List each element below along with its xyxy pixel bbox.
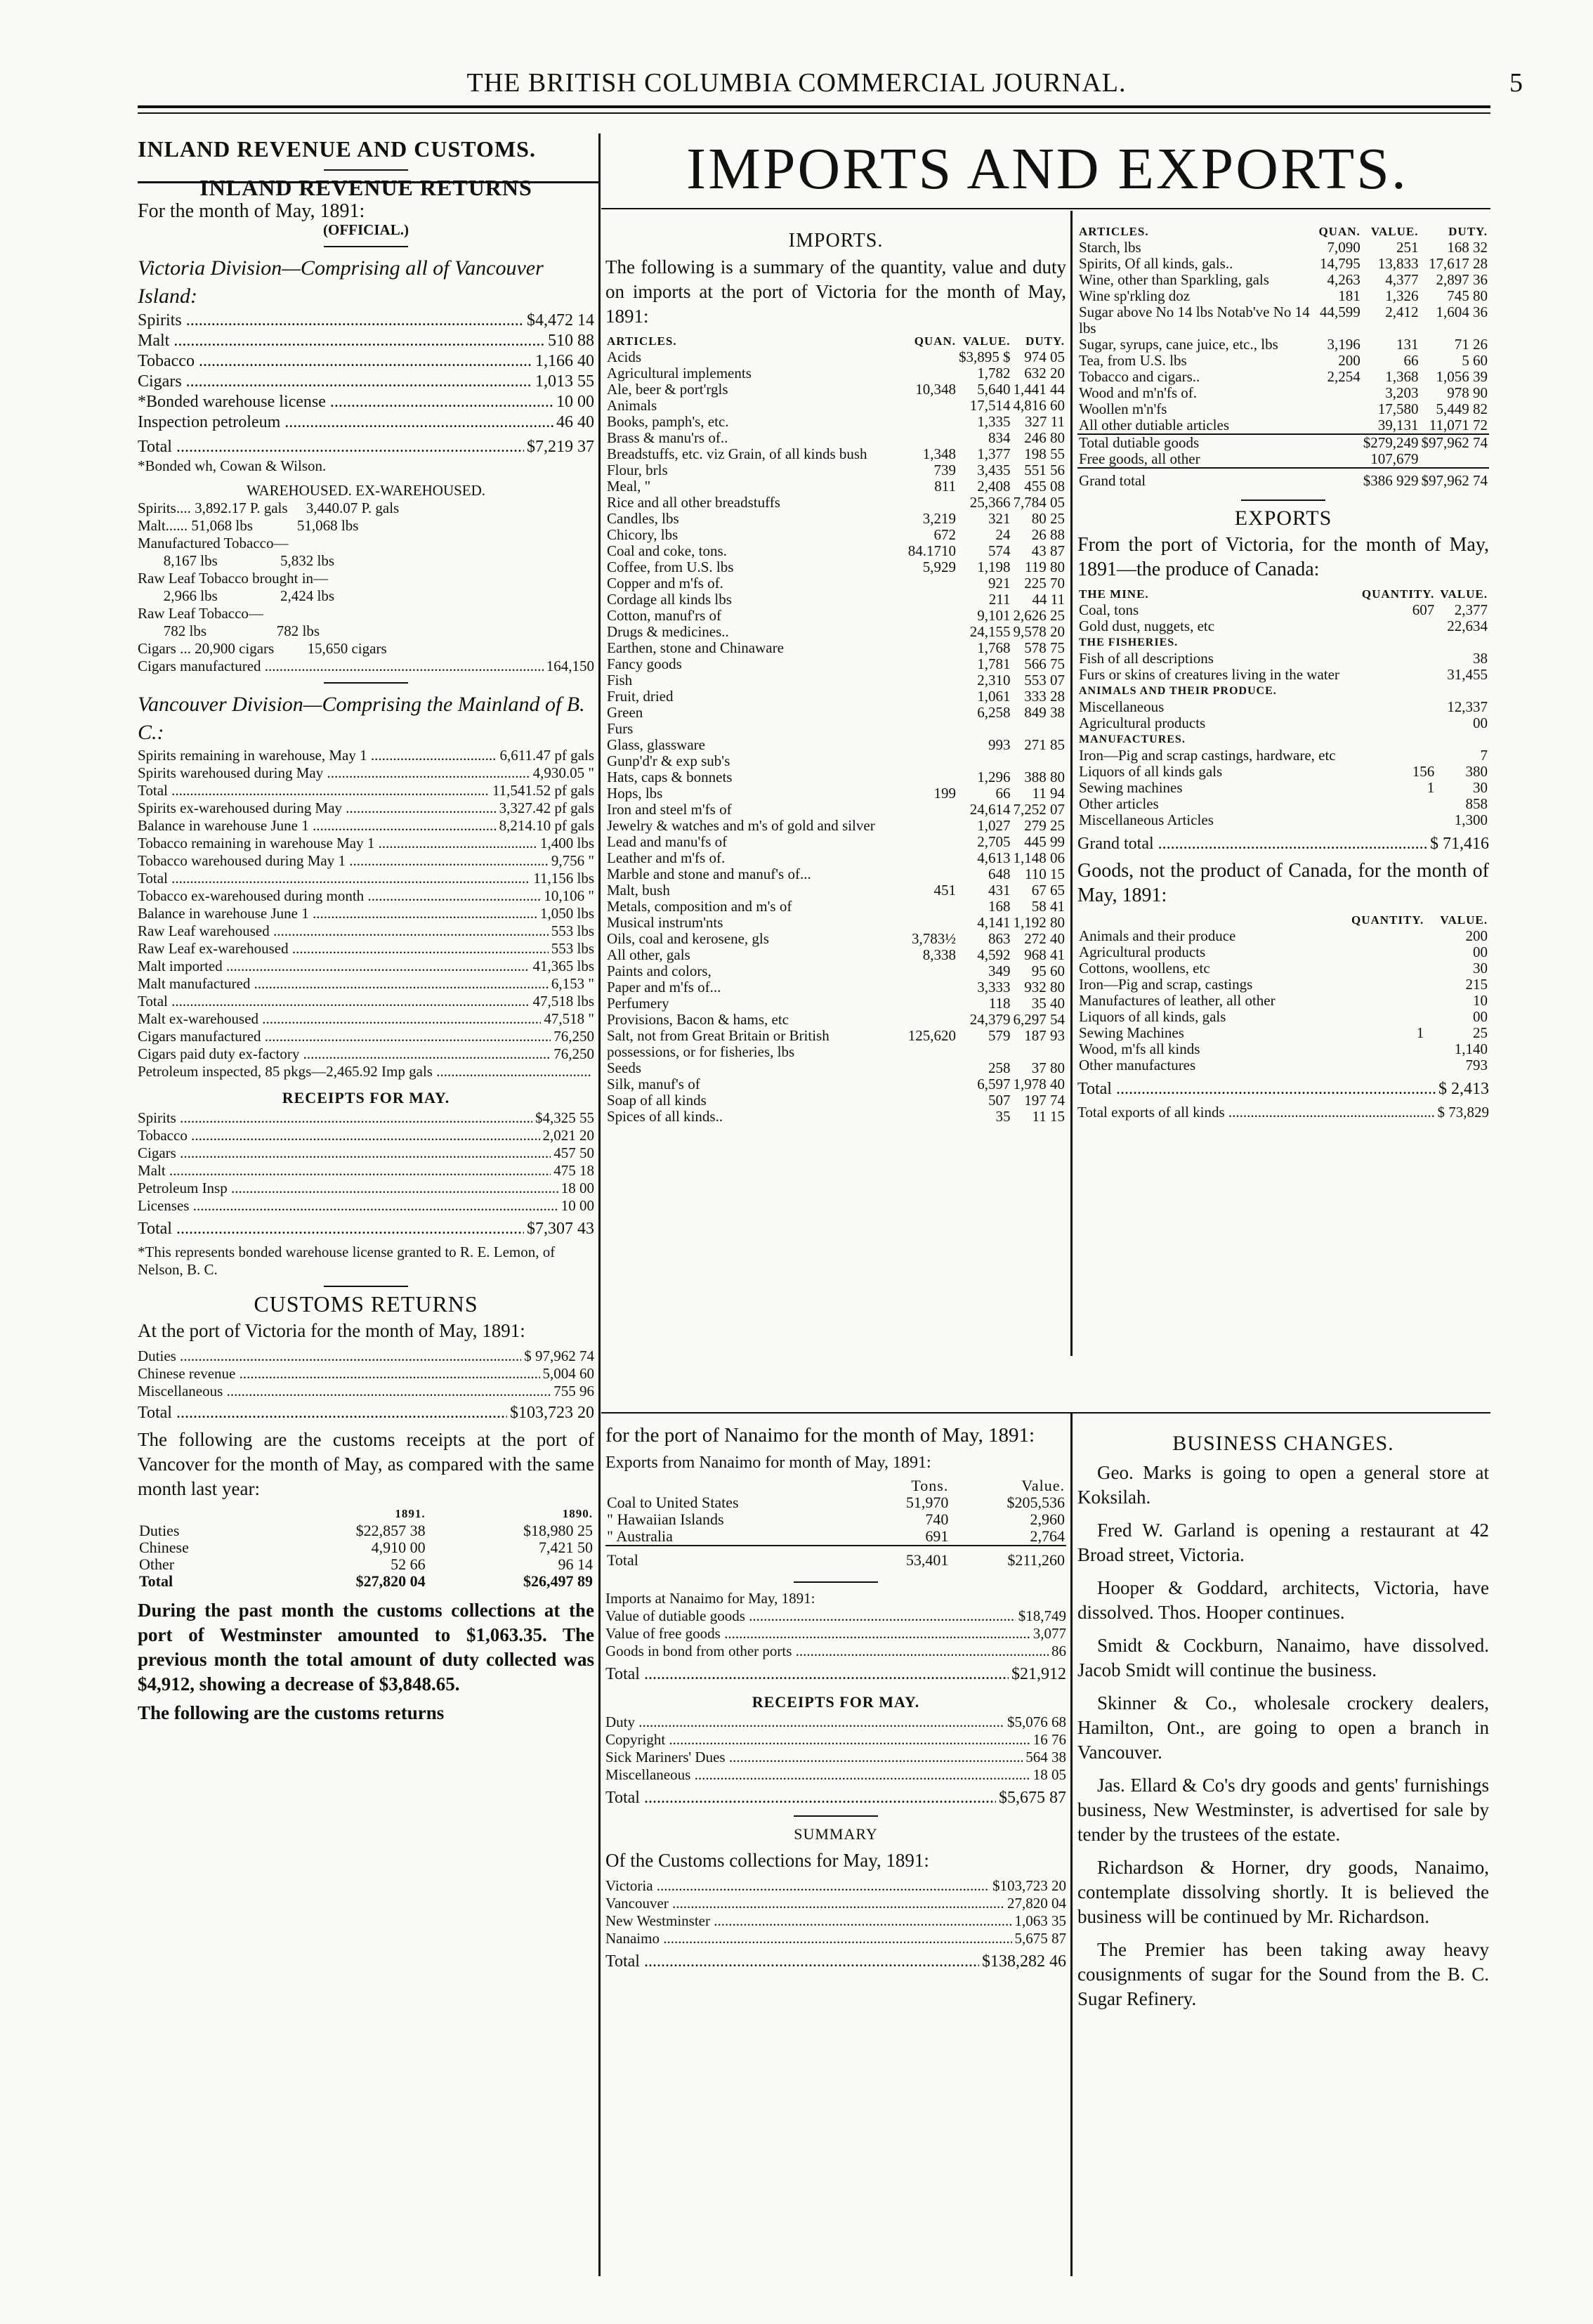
import-total-row: Free goods, all other 107,679 [1079,450,1419,467]
export-row: Cottons, woollens, etc 30 [1079,960,1488,977]
export-row: Animals and their produce 200 [1079,927,1488,944]
divider [324,246,408,247]
import-row: Tobacco and cigars.. 2,254 1,368 1,056 39 [1079,368,1488,385]
warehoused-line: 2,966 lbs 2,424 lbs [138,587,335,604]
exports-intro: From the port of Victoria, for the month of May, 1891—the produce of Canada: [1077,534,1489,580]
nanaimo-receipt-line: Copyright ..... 16 76 [605,1731,1066,1749]
business-item: Fred W. Garland is opening a restaurant at 42 Broad street, Victoria. [1077,1520,1489,1565]
business-item: Skinner & Co., wholesale crockery dealers, Hamilton, Ont., are going to open a branch in Vancouver. [1077,1692,1489,1763]
business-item: Geo. Marks is going to open a general store at Koksilah. [1077,1462,1489,1508]
export-row: Iron—Pig and scrap castings, hardware, etc 7 [1079,747,1488,764]
receipt-line: Spirits ..... $4,325 55 [138,1109,594,1127]
divider [1241,500,1325,501]
import-row: Cordage all kinds lbs 211 44 11 [607,591,1065,608]
summary-line: Vancouver ..... 27,820 04 [605,1895,1066,1912]
nanaimo-export-row: Coal to United States 51,970 $205,536 [607,1494,1065,1511]
export-row: Gold dust, nuggets, etc 22,634 [1079,618,1488,634]
nanaimo-receipts-head: RECEIPTS FOR MAY. [752,1693,920,1711]
receipts-heading: RECEIPTS FOR MAY. [282,1089,450,1106]
victoria-items [138,311,594,433]
import-row: Marble and stone and manuf's of... 648 110 15 [607,866,1065,882]
export-row: Coal, tons 607 2,377 [1079,601,1488,618]
irr-official: (OFFICIAL.) [323,221,409,238]
import-row: Paper and m'fs of... 3,333 932 80 [607,979,1065,995]
warehoused-line: Raw Leaf Tobacco brought in— [138,570,329,587]
business-items [1077,1461,1489,2011]
vancouver-line: Spirits remaining in warehouse, May 1 ..... 6,611.47 pf gals [138,747,594,764]
business-item: Jas. Ellard & Co's dry goods and gents' furnishings business, New Westminster, is advertised for sale by tender by the trustees of the estate. [1077,1775,1489,1845]
export-row: Sewing machines 1 30 [1079,779,1488,796]
export-row: Liquors of all kinds, gals 00 [1079,1008,1488,1025]
vancouver-customs-row: Total $27,820 04 $26,497 89 [139,1572,593,1590]
vancouver-line: Tobacco warehoused during May 1 ..... 9,756 " [138,852,594,870]
vancouver-line: Total ..... 47,518 lbs [138,993,594,1010]
journal-title: THE BRITISH COLUMBIA COMMERCIAL JOURNAL. [466,68,1127,98]
warehoused-heading: WAREHOUSED. EX-WAREHOUSED. [246,482,486,499]
export-row: Iron—Pig and scrap, castings 215 [1079,976,1488,993]
receipt-line: Licenses ..... 10 00 [138,1197,594,1215]
warehoused-line: 782 lbs 782 lbs [138,622,320,639]
column-rule-1 [598,133,601,2276]
summary-line: Victoria ..... $103,723 20 [605,1877,1066,1895]
import-row: Hops, lbs 199 66 11 94 [607,785,1065,802]
import-row: Oils, coal and kerosene, gls 3,783½ 863 272 40 [607,930,1065,947]
warehoused-line: Cigars ... 20,900 cigars 15,650 cigars [138,640,387,657]
import-row: Wine, other than Sparkling, gals 4,263 4,377 2,897 36 [1079,271,1488,288]
import-row: Agricultural implements 1,782 632 20 [607,365,1065,381]
import-row: Brass & manu'rs of.. 834 246 80 [607,429,1065,446]
exports-table: THE MINE. QUANTITY. VALUE. Coal, tons 607 2,377 Gold dust, nuggets, etc 22,634 THE FISHERIES. Fish of all descriptions 38 Furs or skins of creatures living in the water 31,455 ANIMALS AND THEIR PRODUCE. Miscellaneous 12,337 Agricultural products 00 MANUFACTURES. Iron—Pig and scrap castings, hardware, etc 7 Liquors of all kinds gals 156 380 Sewing machines 1 30 Other articles 858 Miscellaneous Articles 1,300 [1079,587,1488,828]
import-total-row: Total dutiable goods $279,249 $97,962 74 [1079,434,1488,451]
import-row: All other, gals 8,338 4,592 968 41 [607,946,1065,963]
import-row: Acids $3,895 $ 974 05 [607,348,1065,365]
section-rule [601,1412,1490,1414]
vancouver-line: Total ..... 11,156 lbs [138,870,594,887]
vancouver-customs-table: 1891. 1890. Duties $22,857 38 $18,980 25 Chinese 4,910 00 7,421 50 Other 52 66 96 14 Total $27,820 04 $26,497 89 [139,1507,593,1590]
vancouver-customs-row: Duties $22,857 38 $18,980 25 [139,1522,593,1539]
import-row: Perfumery 118 35 40 [607,995,1065,1012]
import-row: Copper and m'fs of. 921 225 70 [607,575,1065,592]
nanaimo-exports-head: Exports from Nanaimo for month of May, 1891: [605,1454,931,1472]
import-row: Breadstuffs, etc. viz Grain, of all kinds bush 1,348 1,377 198 55 [607,445,1065,462]
victoria-division-heading: Victoria Division—Comprising all of Vancouver Island: [138,256,544,308]
business-item: The Premier has been taking away heavy cousignments of sugar for the Sound from the B. C. Sugar Refinery. [1077,1939,1489,2009]
main-title-rule [601,208,1490,209]
victoria-line: Cigars ..... 1,013 55 [138,372,594,392]
import-row: Rice and all other breadstuffs 25,366 7,784 05 [607,494,1065,511]
not-canada-total: Total ..... $ 2,413 [1077,1079,1489,1099]
import-row: Flour, brls 739 3,435 551 56 [607,462,1065,478]
import-row: Sugar, syrups, cane juice, etc., lbs 3,196 131 71 26 [1079,336,1488,353]
imports-column [605,223,1066,1125]
victoria-line: Malt ..... 510 88 [138,331,594,351]
import-row: Lead and manu'fs of 2,705 445 99 [607,833,1065,850]
summary-total: Total ..... $138,282 46 [605,1952,1066,1972]
export-row: Fish of all descriptions 38 [1079,650,1488,667]
receipt-line: Tobacco ..... 2,021 20 [138,1127,594,1144]
business-item: Smidt & Cockburn, Nanaimo, have dissolved. Jacob Smidt will continue the business. [1077,1635,1489,1680]
import-row: Cotton, manuf'rs of 9,101 2,626 25 [607,607,1065,624]
import-row: All other dutiable articles 39,131 11,071 72 [1079,417,1488,433]
business-item: Hooper & Goddard, architects, Victoria, have dissolved. Thos. Hooper continues. [1077,1577,1489,1623]
bonded-note: *Bonded wh, Cowan & Wilson. [138,457,327,474]
import-row: Leather and m'fs of. 4,613 1,148 06 [607,849,1065,866]
nanaimo-exports-table: Tons. Value. Coal to United States 51,970 $205,536 " Hawaiian Islands 740 2,960 " Australia 691 2,764 Total 53,401 $211,260 [605,1477,1066,1574]
nanaimo-imports-head: Imports at Nanaimo for May, 1891: [605,1590,815,1607]
victoria-line: *Bonded warehouse license ..... 10 00 [138,392,594,412]
imports-continued-table: ARTICLES. QUAN. VALUE. DUTY. Starch, lbs 7,090 251 168 32 Spirits, Of all kinds, gals.. 14,795 13,833 17,617 28 Wine, other than Sparkling, gals 4,263 4,377 2,897 36 Wine sp'rkling doz 181 1,326 745 80 Sugar above No 14 lbs Notab've No 14 lbs 44,599 2,412 1,604 36 Sugar, syrups, cane juice, etc., lbs 3,196 131 71 26 Tea, from U.S. lbs 200 66 5 60 Tobacco and cigars.. 2,254 1,368 1,056 39 Wood and m'n'fs of. 3,203 978 90 Woollen m'n'fs 17,580 5,449 82 All other dutiable articles 39,131 11,071 72 Total dutiable goods $279,249 $97,962 74 Free goods, all other 107,679 Grand total $386 929 $97,962 74 [1077,223,1489,492]
export-row: Miscellaneous Articles 1,300 [1079,811,1488,828]
receipt-line: Malt ..... 475 18 [138,1162,594,1180]
vancouver-customs-row: Other 52 66 96 14 [139,1555,593,1573]
exports-grand-total: Grand total ..... $ 71,416 [1077,834,1489,854]
nanaimo-intro: for the port of Nanaimo for the month of May, 1891: [605,1424,1035,1447]
import-row: Tea, from U.S. lbs 200 66 5 60 [1079,352,1488,369]
vancouver-customs-intro: The following are the customs receipts at the port of Vancover for the month of May, as compared with the same month last year: [138,1429,594,1499]
import-row: Glass, glassware 993 271 85 [607,736,1065,753]
westminster-paragraph: During the past month the customs collections at the port of Westminster amounted to $1,063.35. The previous month the total amount of duty collected was $4,912, showing a decrease of $3,848.65. [138,1600,594,1695]
import-row: Provisions, Bacon & hams, etc 24,379 6,297 54 [607,1011,1065,1028]
business-item: Richardson & Horner, dry goods, Nanaimo, contemplate dissolving shortly. It is believed the business will be continued by Mr. Richardson. [1077,1857,1489,1927]
nanaimo-export-row: " Australia 691 2,764 [607,1527,1065,1545]
page-number: 5 [1509,68,1523,98]
customs-title: CUSTOMS RETURNS [254,1291,478,1317]
nanaimo-receipts-total: Total ..... $5,675 87 [605,1788,1066,1808]
vancouver-line: Malt manufactured ..... 6,153 " [138,975,594,993]
warehoused-line: Malt...... 51,068 lbs 51,068 lbs [138,517,359,534]
column-rule-2 [1070,211,1073,1356]
import-row: Seeds 258 37 80 [607,1059,1065,1076]
import-row: Jewelry & watches and m's of gold and silver 1,027 279 25 [607,817,1065,834]
divider [324,682,408,684]
vancouver-line: Total ..... 11,541.52 pf gals [138,782,594,799]
vancouver-line: Raw Leaf warehoused ..... 553 lbs [138,922,594,940]
export-row: Miscellaneous 12,337 [1079,698,1488,715]
import-row: Wine sp'rkling doz 181 1,326 745 80 [1079,287,1488,304]
imports-intro: The following is a summary of the quantity, value and duty on imports at the port of Victoria for the month of May, 1891: [605,256,1066,327]
customs-intro: At the port of Victoria for the month of May, 1891: [138,1320,525,1341]
vancouver-customs-row: Chinese 4,910 00 7,421 50 [139,1539,593,1556]
import-row: Chicory, lbs 672 24 26 88 [607,526,1065,543]
import-row: Musical instrum'nts 4,141 1,192 80 [607,914,1065,931]
nanaimo-export-row: " Hawaiian Islands 740 2,960 [607,1510,1065,1528]
export-row: Other articles 858 [1079,795,1488,812]
export-group-head: MANUFACTURES. [1079,733,1186,745]
export-row: Furs or skins of creatures living in the water 31,455 [1079,666,1488,683]
import-row: Coffee, from U.S. lbs 5,929 1,198 119 80 [607,559,1065,575]
divider [794,1581,878,1583]
nanaimo-imports [605,1607,1066,1660]
import-row: Soap of all kinds 507 197 74 [607,1092,1065,1109]
vancouver-line: Petroleum inspected, 85 pkgs—2,465.92 Imp gals ..... [138,1063,594,1081]
vancouver-line: Balance in warehouse June 1 ..... 8,214.10 pf gals [138,817,594,835]
nanaimo-export-row: Total 53,401 $211,260 [605,1546,1066,1574]
import-row: Sugar above No 14 lbs Notab've No 14 lbs 44,599 2,412 1,604 36 [1079,303,1488,337]
import-row: Green 6,258 849 38 [607,704,1065,721]
import-row: Books, pamph's, etc. 1,335 327 11 [607,413,1065,430]
export-row: Other manufactures 793 [1079,1057,1488,1073]
export-row: Agricultural products 00 [1079,944,1488,960]
vancouver-line: Malt ex-warehoused ..... 47,518 " [138,1010,594,1028]
nanaimo-receipt-line: Sick Mariners' Dues ..... 564 38 [605,1749,1066,1766]
nanaimo-imports-total: Total ..... $21,912 [605,1664,1066,1685]
victoria-total: Total ..... $7,219 37 [138,437,594,457]
license-note: *This represents bonded warehouse license granted to R. E. Lemon, of Nelson, B. C. [138,1243,556,1278]
vancouver-line: Cigars manufactured ..... 76,250 [138,1028,594,1045]
nanaimo-section [605,1419,1066,1972]
exports-title: EXPORTS [1234,507,1332,530]
export-row: Sewing Machines 1 25 [1079,1024,1488,1041]
business-changes-title: BUSINESS CHANGES. [1172,1432,1394,1455]
cigars-manufactured: Cigars manufactured ..... 164,150 [138,658,594,675]
import-row: Meal, " 811 2,408 455 08 [607,478,1065,495]
warehoused-line: Spirits.... 3,892.17 P. gals 3,440.07 P. gals [138,500,400,516]
nanaimo-import-line: Goods in bond from other ports ..... 86 [605,1643,1066,1660]
all-exports-total: Total exports of all kinds ..... $ 73,829 [1077,1104,1489,1121]
import-row: Spirits, Of all kinds, gals.. 14,795 13,833 17,617 28 [1079,255,1488,272]
vancouver-line: Raw Leaf ex-warehoused ..... 553 lbs [138,940,594,958]
victoria-line: Inspection petroleum ..... 46 40 [138,412,594,433]
export-group-head: THE FISHERIES. [1079,637,1179,648]
import-row: Salt, not from Great Britain or British possessions, or for fisheries, lbs 125,620 579 187 93 [607,1027,1065,1060]
business-changes-section [1077,1426,1489,2020]
vancouver-line: Balance in warehouse June 1 ..... 1,050 lbs [138,905,594,922]
vancouver-items [138,747,594,1081]
divider [324,1286,408,1287]
import-row: Paints and colors, 349 95 60 [607,962,1065,979]
import-row: Coal and coke, tons. 84.1710 574 43 87 [607,542,1065,559]
nanaimo-receipt-line: Duty ..... $5,076 68 [605,1713,1066,1731]
summary-line: Nanaimo ..... 5,675 87 [605,1930,1066,1947]
column-rule-3 [1070,1412,1073,2276]
imports-table: ARTICLES. QUAN. VALUE. DUTY. Acids $3,895 $ 974 05 Agricultural implements 1,782 632 20 Ale, beer & port'rgls 10,348 5,640 1,441 44 Animals 17,514 4,816 60 Books, pamph's, etc. 1,335 327 11 Brass & manu'rs of.. 834 246 80 Breadstuffs, etc. viz Grain, of all kinds bush 1,348 1,377 198 55 Flour, brls 739 3,435 551 56 Meal, " 811 2,408 455 08 Rice and all other breadstuffs 25,366 7,784 05 Candles, lbs 3,219 321 80 25 Chicory, lbs 672 24 26 88 Coal and coke, tons. 84.1710 574 43 87 Coffee, from U.S. lbs 5,929 1,198 119 80 Copper and m'fs of. 921 225 70 Cordage all kinds lbs 211 44 11 Cotton, manuf'rs of 9,101 2,626 25 Drugs & medicines.. 24,155 9,578 20 Earthen, stone and Chinaware 1,768 578 75 Fancy goods 1,781 566 75 Fish 2,310 553 07 Fruit, dried 1,061 333 28 Green 6,258 849 38 Furs Glass, glassware 993 271 85 Gunp'd'r & exp sub's Hats, caps & bonnets 1,296 388 80 Hops, lbs 199 66 11 94 Iron and steel m'fs of 24,614 7,252 07 Jewelry & watches and m's of gold and silver 1,027 279 25 Lead and manu'fs of 2,705 445 99 Leather and m'fs of. 4,613 1,148 06 Marble and stone and manuf's of... 648 110 15 Malt, bush 451 431 67 65 Metals, composition and m's of 168 58 41 Musical instrum'nts 4,141 1,192 80 Oils, coal and kerosene, gls 3,783½ 863 272 40 All other, gals 8,338 4,592 968 41 Paints and colors, 349 95 60 Paper and m'fs of... 3,333 932 80 Perfumery 118 35 40 Provisions, Bacon & hams, etc 24,379 6,297 54 Salt, not from Great Britain or British possessions, or for fisheries, lbs 125,620 579 187 93 Seeds 258 37 80 Silk, manuf's of 6,597 1,978 40 Soap of all kinds 507 197 74 Spices of all kinds.. 35 11 15 [607,334,1065,1125]
not-canada-intro: Goods, not the product of Canada, for the month of May, 1891: [1077,860,1489,906]
import-row: Fancy goods 1,781 566 75 [607,655,1065,672]
receipts-items [138,1109,594,1215]
import-row: Hats, caps & bonnets 1,296 388 80 [607,769,1065,785]
export-group-head: ANIMALS AND THEIR PRODUCE. [1079,685,1277,697]
warehoused-lines [138,500,594,658]
import-row: Fruit, dried 1,061 333 28 [607,688,1065,705]
nanaimo-receipt-line: Miscellaneous ..... 18 05 [605,1766,1066,1784]
irr-title: INLAND REVENUE RETURNS [199,175,532,200]
import-total-row: Grand total $386 929 $97,962 74 [1077,468,1489,492]
left-column [138,136,594,1730]
vancouver-line: Spirits warehoused during May ..... 4,930.05 " [138,764,594,782]
export-row: Agricultural products 00 [1079,714,1488,731]
left-section-title: INLAND REVENUE AND CUSTOMS. [138,136,536,162]
warehoused-line: 8,167 lbs 5,832 lbs [138,552,335,569]
receipt-line: Petroleum Insp ..... 18 00 [138,1180,594,1197]
divider [794,1815,878,1817]
victoria-line: Spirits ..... $4,472 14 [138,311,594,331]
header-rule-top [138,105,1490,108]
import-row: Animals 17,514 4,816 60 [607,397,1065,414]
import-row: Earthen, stone and Chinaware 1,768 578 75 [607,639,1065,656]
import-row: Starch, lbs 7,090 251 168 32 [1079,239,1488,256]
vancouver-line: Tobacco ex-warehoused during month ..... 10,106 " [138,887,594,905]
import-row: Woollen m'n'fs 17,580 5,449 82 [1079,400,1488,417]
vancouver-line: Malt imported ..... 41,365 lbs [138,958,594,975]
warehoused-line: Manufactured Tobacco— [138,535,289,551]
import-row: Wood and m'n'fs of. 3,203 978 90 [1079,384,1488,401]
import-row: Iron and steel m'fs of 24,614 7,252 07 [607,801,1065,818]
customs-total: Total ..... $103,723 20 [138,1403,594,1423]
import-row: Spices of all kinds.. 35 11 15 [607,1108,1065,1125]
main-title: IMPORTS AND EXPORTS. [686,136,1408,202]
import-row: Gunp'd'r & exp sub's [607,752,730,769]
import-row: Silk, manuf's of 6,597 1,978 40 [607,1076,1065,1092]
customs-items [138,1347,594,1400]
victoria-line: Tobacco ..... 1,166 40 [138,351,594,372]
import-row: Malt, bush 451 431 67 65 [607,882,1065,899]
receipt-line: Cigars ..... 457 50 [138,1144,594,1162]
customs-line: Duties ..... $ 97,962 74 [138,1347,594,1365]
import-row: Candles, lbs 3,219 321 80 25 [607,510,1065,527]
nanaimo-import-line: Value of free goods ..... 3,077 [605,1625,1066,1643]
nanaimo-receipts [605,1713,1066,1784]
customs-line: Miscellaneous ..... 755 96 [138,1383,594,1400]
warehoused-line: Raw Leaf Tobacco— [138,605,263,622]
import-row: Metals, composition and m's of 168 58 41 [607,898,1065,915]
vancouver-line: Tobacco remaining in warehouse May 1 ..... 1,400 lbs [138,835,594,852]
receipts-total: Total ..... $7,307 43 [138,1219,594,1239]
import-row: Furs [607,720,634,737]
vancouver-line: Cigars paid duty ex-factory ..... 76,250 [138,1045,594,1063]
summary-intro: Of the Customs collections for May, 1891: [605,1850,929,1871]
vancouver-line: Spirits ex-warehoused during May ..... 3,327.42 pf gals [138,799,594,817]
header-rule-bottom [138,112,1490,114]
import-row: Fish 2,310 553 07 [607,672,1065,688]
vancouver-division-heading: Vancouver Division—Comprising the Mainland of B. C.: [138,693,585,744]
imports-title: IMPORTS. [788,230,884,252]
divider [324,169,408,171]
summary-head: SUMMARY [794,1825,878,1843]
import-row: Ale, beer & port'rgls 10,348 5,640 1,441 44 [607,381,1065,398]
export-row: Liquors of all kinds gals 156 380 [1079,763,1488,780]
nanaimo-import-line: Value of dutiable goods ..... $18,749 [605,1607,1066,1625]
right-column [1077,223,1489,1121]
not-canada-table: QUANTITY. VALUE. Animals and their produce 200 Agricultural products 00 Cottons, woollens, etc 30 Iron—Pig and scrap, castings 215 Manufactures of leather, all other 10 Liquors of all kinds, gals 00 Sewing Machines 1 25 Wood, m'fs all kinds 1,140 Other manufactures 793 [1079,913,1488,1073]
export-row: Manufactures of leather, all other 10 [1079,992,1488,1009]
import-row: Drugs & medicines.. 24,155 9,578 20 [607,623,1065,640]
customs-line: Chinese revenue ..... 5,004 60 [138,1365,594,1383]
summary-items [605,1877,1066,1947]
summary-line: New Westminster ..... 1,063 35 [605,1912,1066,1930]
export-row: Wood, m'fs all kinds 1,140 [1079,1040,1488,1057]
following-customs: The following are the customs returns [138,1702,445,1723]
irr-month: For the month of May, 1891: [138,200,365,222]
